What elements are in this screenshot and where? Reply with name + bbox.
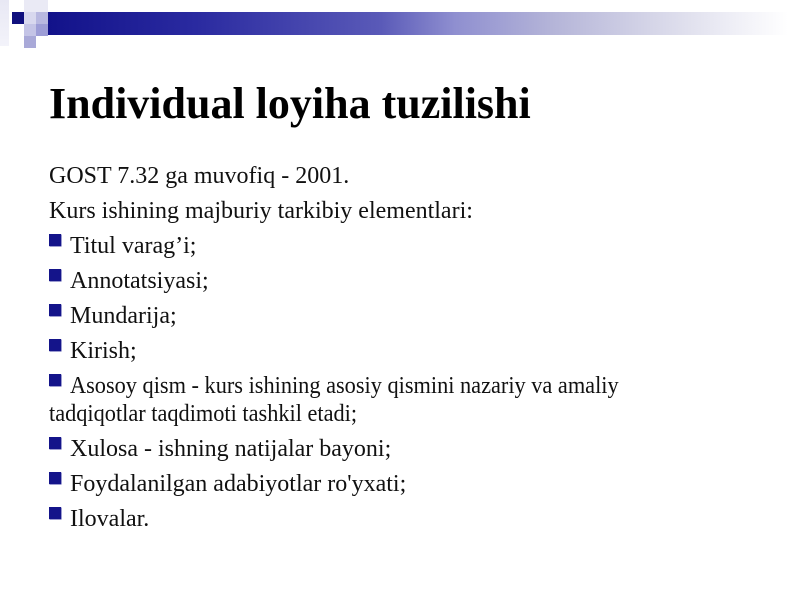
header-decoration-square	[24, 0, 48, 12]
list-item	[49, 372, 769, 428]
header-decoration-square	[24, 24, 36, 36]
square-bullet-icon	[49, 339, 61, 351]
header-decoration-square	[24, 12, 36, 24]
square-bullet-icon	[49, 472, 61, 484]
list-item	[49, 337, 769, 365]
header-decoration-square	[24, 36, 36, 48]
list-item-text: Kirish;	[70, 338, 137, 364]
square-bullet-icon	[49, 234, 61, 246]
list-item-text: Xulosa - ishning natijalar bayoni;	[70, 436, 392, 462]
header-decoration-square-dark	[12, 12, 24, 24]
square-bullet-icon	[49, 269, 61, 281]
intro-line: GOST 7.32 ga muvofiq - 2001.	[49, 163, 350, 189]
list-item-text: Ilovalar.	[70, 506, 150, 532]
list-item	[49, 267, 769, 295]
slide-title: Individual loyiha tuzilishi	[49, 79, 531, 128]
square-bullet-icon	[49, 437, 61, 449]
list-item	[49, 505, 769, 533]
header-decoration-square	[36, 12, 48, 24]
list-item	[49, 302, 769, 330]
list-item	[49, 435, 769, 463]
header-decoration-column	[0, 0, 9, 46]
list-item-text: Annotatsiyasi;	[70, 268, 209, 294]
list-item-text: Foydalanilgan adabiyotlar ro'yxati;	[70, 471, 407, 497]
list-item	[49, 232, 769, 260]
list-item-text: Asosoy qism - kurs ishining asosiy qismini nazariy va amaliy	[70, 373, 619, 399]
list-item	[49, 470, 769, 498]
square-bullet-icon	[49, 507, 61, 519]
square-bullet-icon	[49, 304, 61, 316]
square-bullet-icon	[49, 374, 61, 386]
slide-body	[49, 162, 769, 540]
list-item-text: Mundarija;	[70, 303, 177, 329]
header-gradient-bar	[48, 12, 788, 35]
list-item-text: Titul varag’i;	[70, 233, 197, 259]
list-item-continuation: tadqiqotlar taqdimoti tashkil etadi;	[49, 401, 358, 427]
intro-line: Kurs ishining majburiy tarkibiy elementlari:	[49, 198, 473, 224]
header-decoration-square	[36, 24, 48, 36]
